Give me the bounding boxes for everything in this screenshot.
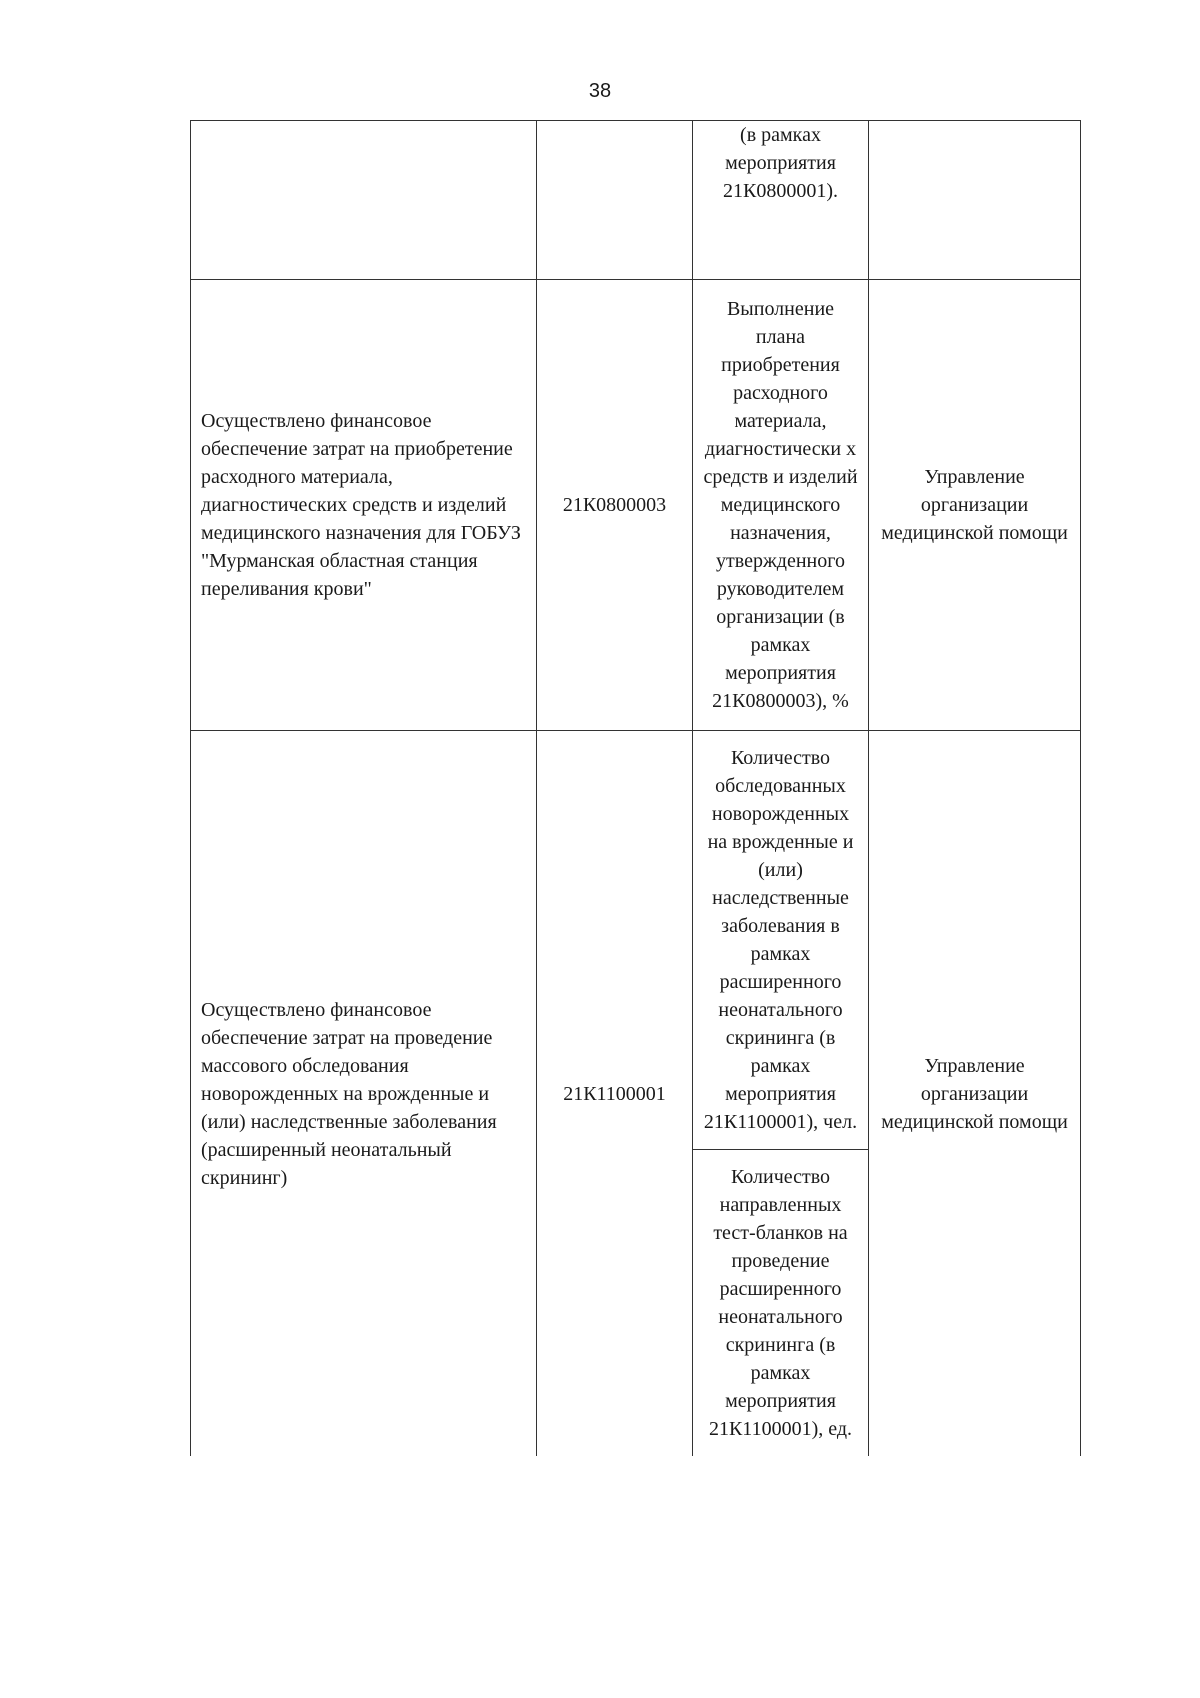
result-cell: Осуществлено финансовое обеспечение затрат на приобретение расходного материала, диагностических средств и изделий медицинского назначения для ГОБУЗ "Мурманская областная станция переливания крови"	[191, 280, 537, 731]
table-row-continuation	[191, 121, 1081, 280]
page-number: 38	[588, 80, 612, 102]
responsible-cell: Управление организации медицинской помощи	[869, 731, 1081, 1457]
code-cell: 21К1100001	[537, 731, 693, 1457]
indicator-cell: (в рамках мероприятия 21К0800001).	[693, 121, 869, 280]
result-cell: Осуществлено финансовое обеспечение затрат на проведение массового обследования новорожденных на врожденные и (или) наследственные заболевания (расширенный неонатальный скрининг)	[191, 731, 537, 1457]
responsible-cell	[869, 121, 1081, 280]
responsible-cell: Управление организации медицинской помощи	[869, 280, 1081, 731]
table-row-blood-station	[191, 280, 1081, 731]
code-cell: 21К0800003	[537, 280, 693, 731]
result-cell	[191, 121, 537, 280]
code-cell	[537, 121, 693, 280]
indicator-cell: Выполнение плана приобретения расходного материала, диагностически х средств и изделий медицинского назначения, утвержденного руководителем организации (в рамках мероприятия 21К0800003), %	[693, 280, 869, 731]
table-row-screening	[191, 731, 1081, 1150]
measures-table	[190, 120, 1081, 1456]
indicator-cell-1: Количество обследованных новорожденных на врожденные и (или) наследственные заболевания в рамках расширенного неонатального скрининга (в рамках мероприятия 21К1100001), чел.	[693, 731, 869, 1150]
indicator-cell-2: Количество направленных тест-бланков на проведение расширенного неонатального скрининга (в рамках мероприятия 21К1100001), ед.	[693, 1150, 869, 1457]
